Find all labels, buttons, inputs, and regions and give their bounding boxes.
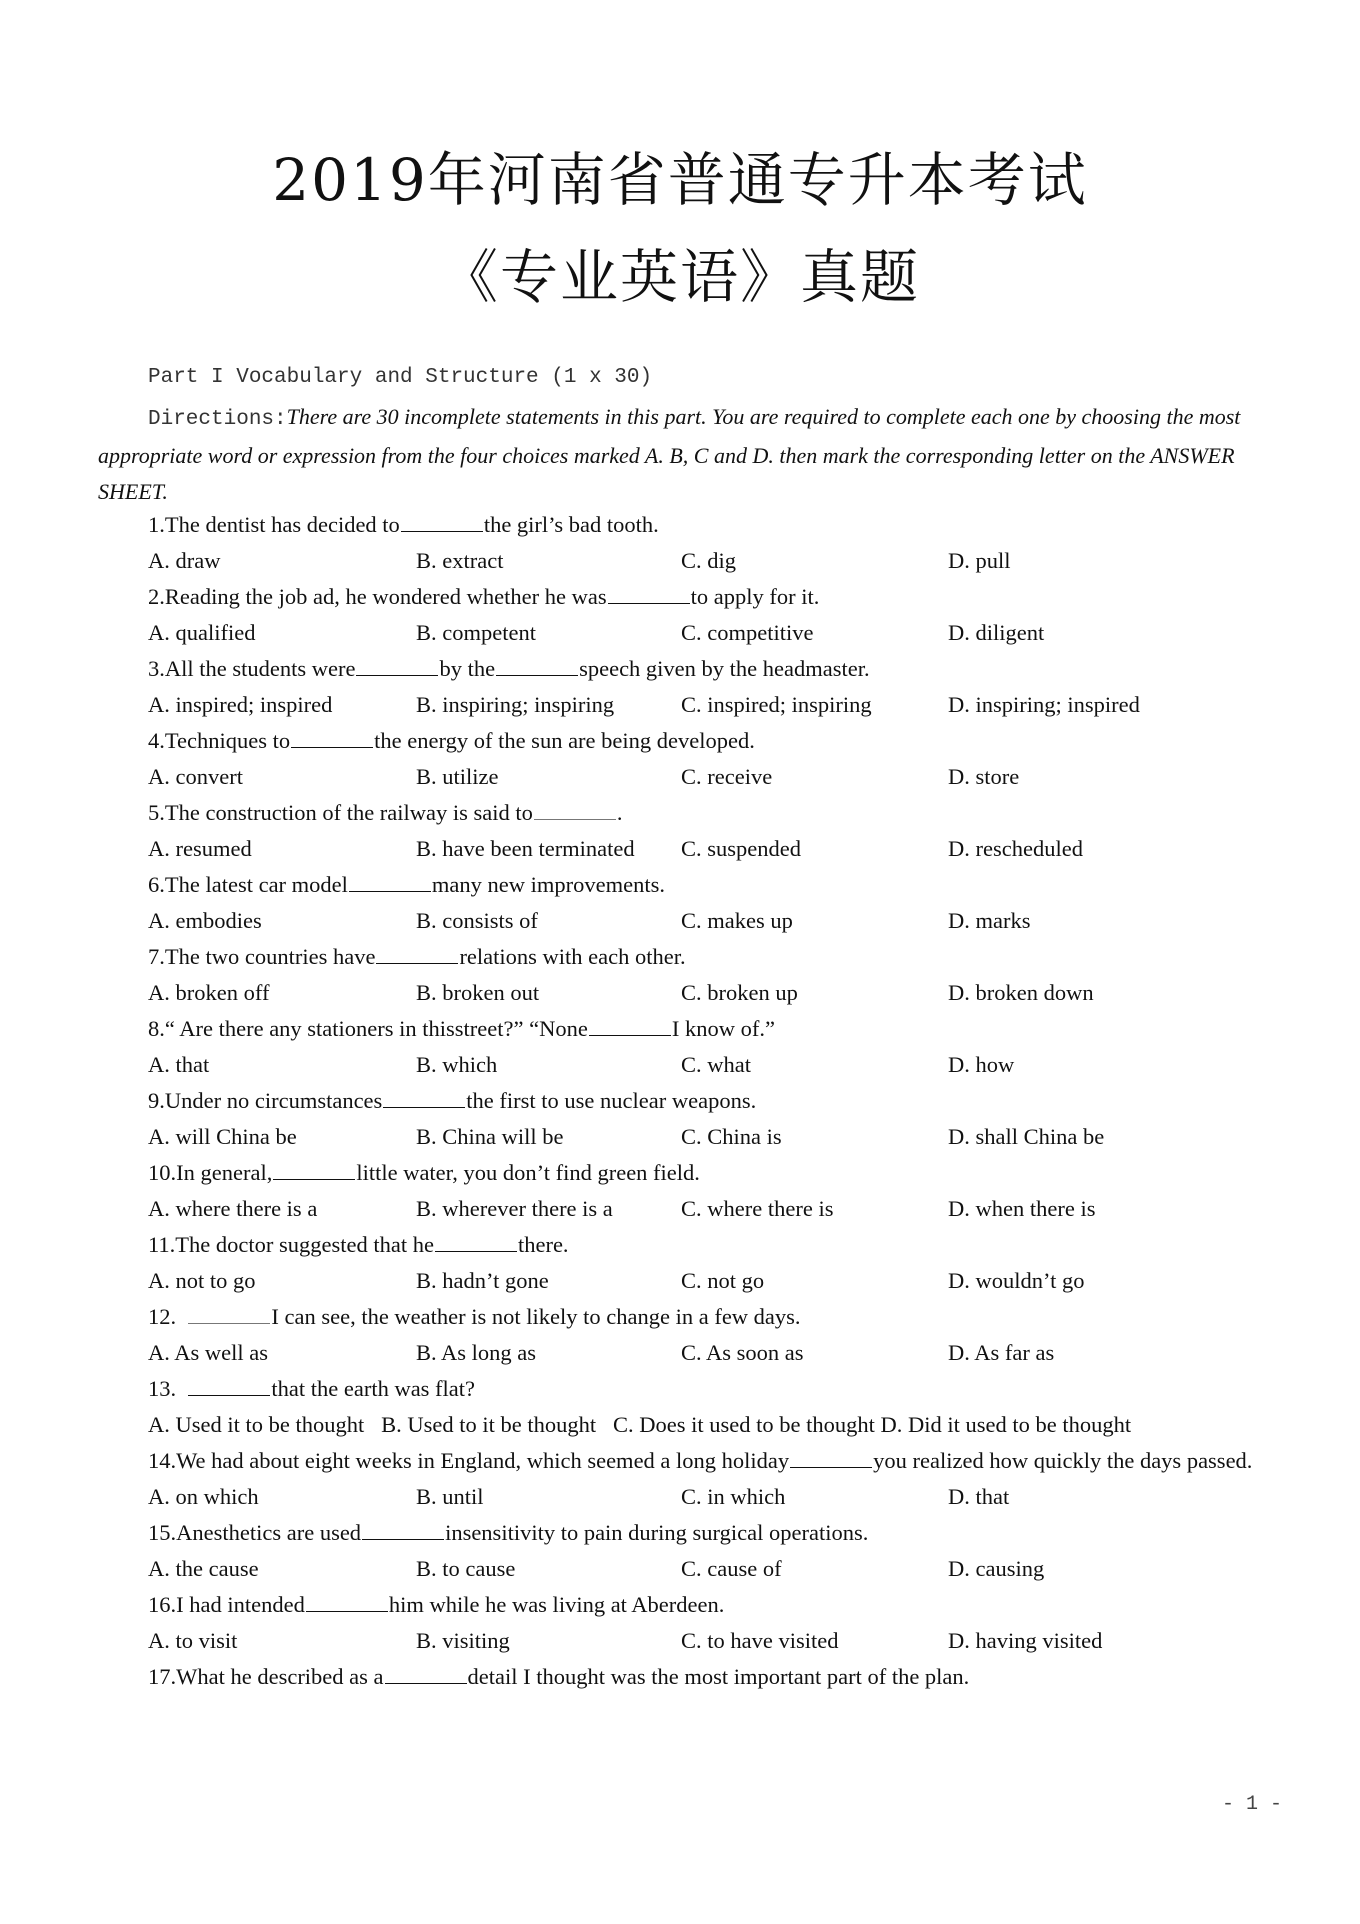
options-11 bbox=[98, 1263, 1290, 1299]
question-text: the energy of the sun are being developed. bbox=[374, 728, 755, 753]
option-b: B. As long as bbox=[416, 1340, 537, 1365]
option-c: C. not go bbox=[681, 1268, 765, 1293]
question-text: 5.The construction of the railway is said to bbox=[148, 800, 533, 825]
question-text: that the earth was flat? bbox=[271, 1376, 476, 1401]
options-4 bbox=[98, 759, 1290, 795]
question-text: 10.In general, bbox=[148, 1160, 273, 1185]
option-d: D. marks bbox=[948, 908, 1031, 933]
question-text: 7.The two countries have bbox=[148, 944, 376, 969]
question-3 bbox=[98, 651, 1290, 687]
question-text: little water, you don’t find green field. bbox=[356, 1160, 700, 1185]
question-text: detail I thought was the most important part of the plan. bbox=[467, 1664, 970, 1689]
question-9 bbox=[98, 1083, 1290, 1119]
page-number: - 1 - bbox=[1222, 1793, 1283, 1816]
option-a: A. embodies bbox=[148, 908, 262, 933]
question-text: the first to use nuclear weapons. bbox=[466, 1088, 757, 1113]
question-14 bbox=[98, 1443, 1290, 1479]
options-7 bbox=[98, 975, 1290, 1011]
option-b: B. to cause bbox=[416, 1556, 516, 1581]
directions-lead: Directions: bbox=[148, 408, 287, 431]
option-c: C. inspired; inspiring bbox=[681, 692, 872, 717]
question-text: by the bbox=[439, 656, 496, 681]
question-text: there. bbox=[517, 1232, 569, 1257]
options-16 bbox=[98, 1623, 1290, 1659]
question-text: 13. bbox=[148, 1376, 177, 1401]
option-c: C. competitive bbox=[681, 620, 814, 645]
question-text: 16.I had intended bbox=[148, 1592, 305, 1617]
question-list bbox=[98, 507, 1290, 1695]
question-text: 15.Anesthetics are used bbox=[148, 1520, 362, 1545]
option-d: D. how bbox=[948, 1052, 1015, 1077]
answer-blank bbox=[790, 1466, 872, 1468]
option-c: C. what bbox=[681, 1052, 751, 1077]
option-b: B. until bbox=[416, 1484, 484, 1509]
answer-blank bbox=[356, 674, 438, 676]
answer-blank bbox=[188, 1394, 270, 1396]
option-c: C. receive bbox=[681, 764, 773, 789]
question-text: 17.What he described as a bbox=[148, 1664, 384, 1689]
question-11 bbox=[98, 1227, 1290, 1263]
options-3 bbox=[98, 687, 1290, 723]
options-1 bbox=[98, 543, 1290, 579]
option-d: D. having visited bbox=[948, 1628, 1103, 1653]
answer-blank bbox=[608, 602, 690, 604]
option-d: D. when there is bbox=[948, 1196, 1096, 1221]
question-text: 4.Techniques to bbox=[148, 728, 291, 753]
option-d: D. shall China be bbox=[948, 1124, 1105, 1149]
question-text: 11.The doctor suggested that he bbox=[148, 1232, 434, 1257]
question-text: I can see, the weather is not likely to change in a few days. bbox=[271, 1304, 801, 1329]
option-d: D. As far as bbox=[948, 1340, 1055, 1365]
option-c: C. China is bbox=[681, 1124, 782, 1149]
question-15 bbox=[98, 1515, 1290, 1551]
option-b: B. extract bbox=[416, 548, 504, 573]
option-a: A. will China be bbox=[148, 1124, 297, 1149]
answer-blank bbox=[589, 1034, 671, 1036]
question-text: insensitivity to pain during surgical operations. bbox=[445, 1520, 869, 1545]
option-a: A. resumed bbox=[148, 836, 252, 861]
option-c: C. suspended bbox=[681, 836, 801, 861]
question-text: I know of.” bbox=[671, 1016, 775, 1041]
options-8 bbox=[98, 1047, 1290, 1083]
answer-blank bbox=[362, 1538, 444, 1540]
options-14 bbox=[98, 1479, 1290, 1515]
option-a: A. to visit bbox=[148, 1628, 238, 1653]
options-12 bbox=[98, 1335, 1290, 1371]
option-a: A. Used it to be thought bbox=[148, 1412, 365, 1437]
options-6 bbox=[98, 903, 1290, 939]
option-c: C. makes up bbox=[681, 908, 793, 933]
option-c: C. Does it used to be thought bbox=[612, 1412, 875, 1437]
question-2 bbox=[98, 579, 1290, 615]
question-text: 6.The latest car model bbox=[148, 872, 348, 897]
option-d: D. pull bbox=[948, 548, 1011, 573]
options-5 bbox=[98, 831, 1290, 867]
answer-blank bbox=[435, 1250, 517, 1252]
answer-blank bbox=[383, 1106, 465, 1108]
option-b: B. have been terminated bbox=[416, 836, 635, 861]
option-d: D. rescheduled bbox=[948, 836, 1083, 861]
option-d: D. wouldn’t go bbox=[948, 1268, 1085, 1293]
option-b: B. inspiring; inspiring bbox=[416, 692, 615, 717]
question-text: 14.We had about eight weeks in England, which seemed a long holiday bbox=[148, 1448, 790, 1473]
question-13 bbox=[98, 1371, 1290, 1407]
option-d: D. causing bbox=[948, 1556, 1045, 1581]
option-a: A. inspired; inspired bbox=[148, 692, 333, 717]
answer-blank bbox=[273, 1178, 355, 1180]
question-text: . bbox=[616, 800, 623, 825]
question-8 bbox=[98, 1011, 1290, 1047]
option-b: B. wherever there is a bbox=[416, 1196, 613, 1221]
question-text: the girl’s bad tooth. bbox=[483, 512, 659, 537]
option-b: B. Used to it be thought bbox=[381, 1412, 597, 1437]
option-a: A. convert bbox=[148, 764, 243, 789]
option-c: C. in which bbox=[681, 1484, 786, 1509]
directions-text: There are 30 incomplete statements in this part. You are required to complete each one by choosing the most appropriate word or expression from the four choices marked A. B, C and D. then mark the corresponding letter on the ANSWER SHEET. bbox=[98, 404, 1241, 504]
option-c: C. to have visited bbox=[681, 1628, 839, 1653]
option-a: A. As well as bbox=[148, 1340, 268, 1365]
options-2 bbox=[98, 615, 1290, 651]
options-15 bbox=[98, 1551, 1290, 1587]
question-text: you realized how quickly the days passed. bbox=[873, 1448, 1253, 1473]
page-title: 2019年河南省普通专升本考试 bbox=[272, 146, 1088, 214]
options-9 bbox=[98, 1119, 1290, 1155]
answer-blank bbox=[385, 1682, 467, 1684]
option-b: B. visiting bbox=[416, 1628, 510, 1653]
question-text: 3.All the students were bbox=[148, 656, 356, 681]
option-b: B. hadn’t gone bbox=[416, 1268, 549, 1293]
question-1 bbox=[98, 507, 1290, 543]
option-d: D. Did it used to be thought bbox=[880, 1412, 1132, 1437]
options-13 bbox=[98, 1407, 1290, 1443]
answer-blank bbox=[349, 890, 431, 892]
question-text: relations with each other. bbox=[459, 944, 686, 969]
option-a: A. where there is a bbox=[148, 1196, 318, 1221]
option-c: C. As soon as bbox=[681, 1340, 804, 1365]
question-text: many new improvements. bbox=[431, 872, 665, 897]
answer-blank bbox=[496, 674, 578, 676]
options-10 bbox=[98, 1191, 1290, 1227]
question-text: him while he was living at Aberdeen. bbox=[388, 1592, 725, 1617]
option-c: C. cause of bbox=[681, 1556, 782, 1581]
option-b: B. broken out bbox=[416, 980, 540, 1005]
option-b: B. consists of bbox=[416, 908, 538, 933]
answer-blank bbox=[534, 818, 616, 820]
question-text: to apply for it. bbox=[690, 584, 820, 609]
option-d: D. inspiring; inspired bbox=[948, 692, 1140, 717]
question-text: 2.Reading the job ad, he wondered whether he was bbox=[148, 584, 607, 609]
option-d: D. store bbox=[948, 764, 1020, 789]
question-12 bbox=[98, 1299, 1290, 1335]
question-text: 1.The dentist has decided to bbox=[148, 512, 400, 537]
question-4 bbox=[98, 723, 1290, 759]
part-heading: Part I Vocabulary and Structure (1 x 30) bbox=[148, 366, 653, 389]
option-c: C. where there is bbox=[681, 1196, 834, 1221]
option-b: B. competent bbox=[416, 620, 536, 645]
option-d: D. diligent bbox=[948, 620, 1045, 645]
directions bbox=[98, 399, 1288, 510]
question-text: 9.Under no circumstances bbox=[148, 1088, 383, 1113]
question-text: 8.“ Are there any stationers in thisstreet?” “None bbox=[148, 1016, 588, 1041]
option-b: B. China will be bbox=[416, 1124, 564, 1149]
option-c: C. dig bbox=[681, 548, 737, 573]
question-text: 12. bbox=[148, 1304, 177, 1329]
option-a: A. the cause bbox=[148, 1556, 259, 1581]
question-16 bbox=[98, 1587, 1290, 1623]
option-d: D. broken down bbox=[948, 980, 1094, 1005]
page-subtitle: 《专业英语》真题 bbox=[439, 243, 920, 311]
option-a: A. draw bbox=[148, 548, 221, 573]
option-d: D. that bbox=[948, 1484, 1010, 1509]
option-b: B. utilize bbox=[416, 764, 499, 789]
option-a: A. not to go bbox=[148, 1268, 256, 1293]
question-6 bbox=[98, 867, 1290, 903]
question-10 bbox=[98, 1155, 1290, 1191]
question-17 bbox=[98, 1659, 1290, 1695]
question-text: speech given by the headmaster. bbox=[579, 656, 870, 681]
answer-blank bbox=[188, 1322, 270, 1324]
answer-blank bbox=[401, 530, 483, 532]
option-b: B. which bbox=[416, 1052, 498, 1077]
question-7 bbox=[98, 939, 1290, 975]
question-5 bbox=[98, 795, 1290, 831]
option-a: A. that bbox=[148, 1052, 210, 1077]
option-a: A. broken off bbox=[148, 980, 270, 1005]
option-c: C. broken up bbox=[681, 980, 798, 1005]
answer-blank bbox=[306, 1610, 388, 1612]
option-a: A. qualified bbox=[148, 620, 256, 645]
answer-blank bbox=[291, 746, 373, 748]
option-a: A. on which bbox=[148, 1484, 259, 1509]
answer-blank bbox=[376, 962, 458, 964]
